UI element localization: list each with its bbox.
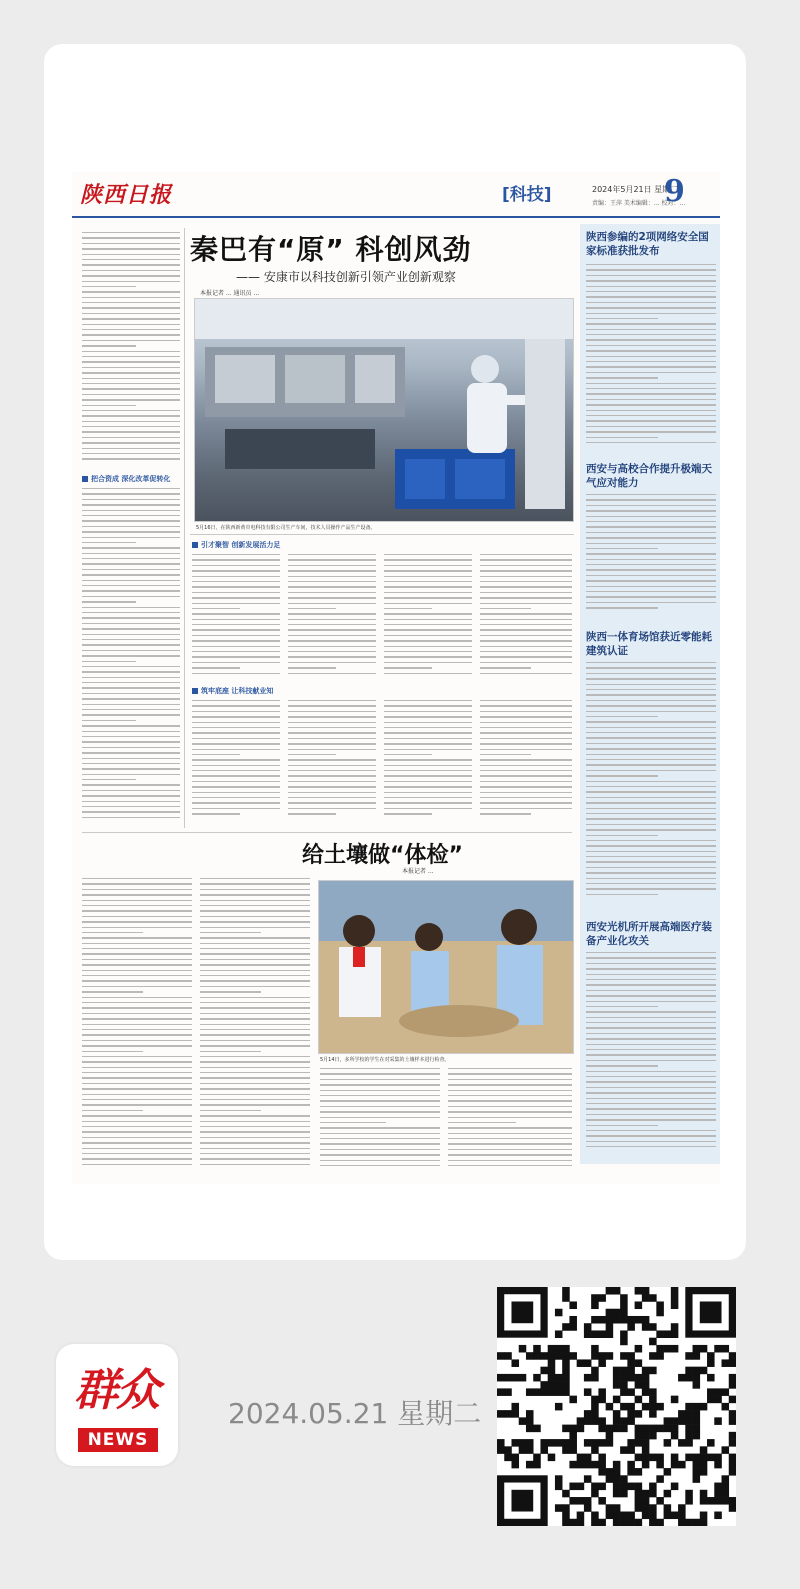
lead-photo [194, 298, 574, 522]
footer-date: 2024.05.21 星期二 [228, 1397, 482, 1430]
second-col-3 [320, 1068, 440, 1174]
second-col-2 [200, 878, 310, 1174]
newspaper-page [72, 172, 720, 1184]
sidebar-title-4: 西安光机所开展高端医疗装备产业化攻关 [586, 921, 712, 947]
left-column-text [82, 232, 180, 468]
lead-headline: 秦巴有“原” 科创风劲 [190, 233, 472, 266]
newspaper-logo: 陕西日报 [80, 182, 173, 208]
lab-scene-illustration [195, 299, 573, 521]
issue-date: 2024年5月21日 星期二 [592, 185, 679, 194]
qunzhong-news-logo[interactable] [56, 1344, 178, 1466]
sidebar-text-3 [586, 662, 716, 904]
second-photo-caption: 5月14日，多所学校的学生在对采集的土壤样本进行检查。 [320, 1057, 450, 1063]
page-number: 9 [664, 174, 685, 209]
lead-photo-caption: 5月16日，在陕西新黄巾电科技有限公司生产车间，技术人员操作产品生产设备。 [196, 525, 376, 531]
sidebar-text-1 [586, 264, 716, 452]
body-col-8 [480, 700, 572, 824]
section-label: [科技] [502, 185, 552, 205]
body-col-1 [192, 554, 280, 682]
masthead [72, 172, 720, 218]
brand-text: 群众 [74, 1365, 158, 1416]
body-col-4 [480, 554, 572, 682]
body-col-2 [288, 554, 376, 682]
body-col-3 [384, 554, 472, 682]
lead-subhead: —— 安康市以科技创新引领产业创新观察 [236, 270, 456, 284]
editor-credits: 责编：王萍 美术编辑：... 校对：... [592, 200, 686, 207]
second-photo [318, 880, 574, 1054]
sidebar-title-1: 陕西参编的2项网络安全国家标准获批发布 [586, 231, 709, 257]
body-col-7 [384, 700, 472, 824]
sidebar-title-3: 陕西一体育场馆获近零能耗建筑认证 [586, 631, 712, 657]
column-rule [184, 228, 185, 828]
sidebar-text-2 [586, 494, 716, 618]
body-col-5 [192, 700, 280, 824]
left-column-text-2 [82, 488, 180, 828]
students-illustration [319, 881, 573, 1053]
subheading-1: 把合资成 深化改革促转化 [82, 474, 170, 484]
subheading-2: 引才聚智 创新发展活力足 [192, 540, 280, 550]
story-divider [82, 832, 572, 833]
second-col-4 [448, 1068, 572, 1174]
lead-byline: 本报记者 ... 通讯员 ... [200, 290, 260, 297]
second-headline: 给土壤做“体检” [302, 843, 463, 868]
body-col-6 [288, 700, 376, 824]
qr-code-pattern [497, 1287, 736, 1526]
subheading-3: 筑牢底座 让科技献业知 [192, 686, 273, 696]
sidebar-text-4 [586, 952, 716, 1152]
horizontal-rule [190, 534, 574, 535]
news-badge: NEWS [78, 1428, 158, 1452]
sidebar-title-2: 西安与高校合作提升极端天气应对能力 [586, 463, 712, 489]
second-byline: 本报记者 ... [402, 868, 434, 875]
second-col-1 [82, 878, 192, 1174]
qr-code[interactable] [497, 1287, 736, 1526]
